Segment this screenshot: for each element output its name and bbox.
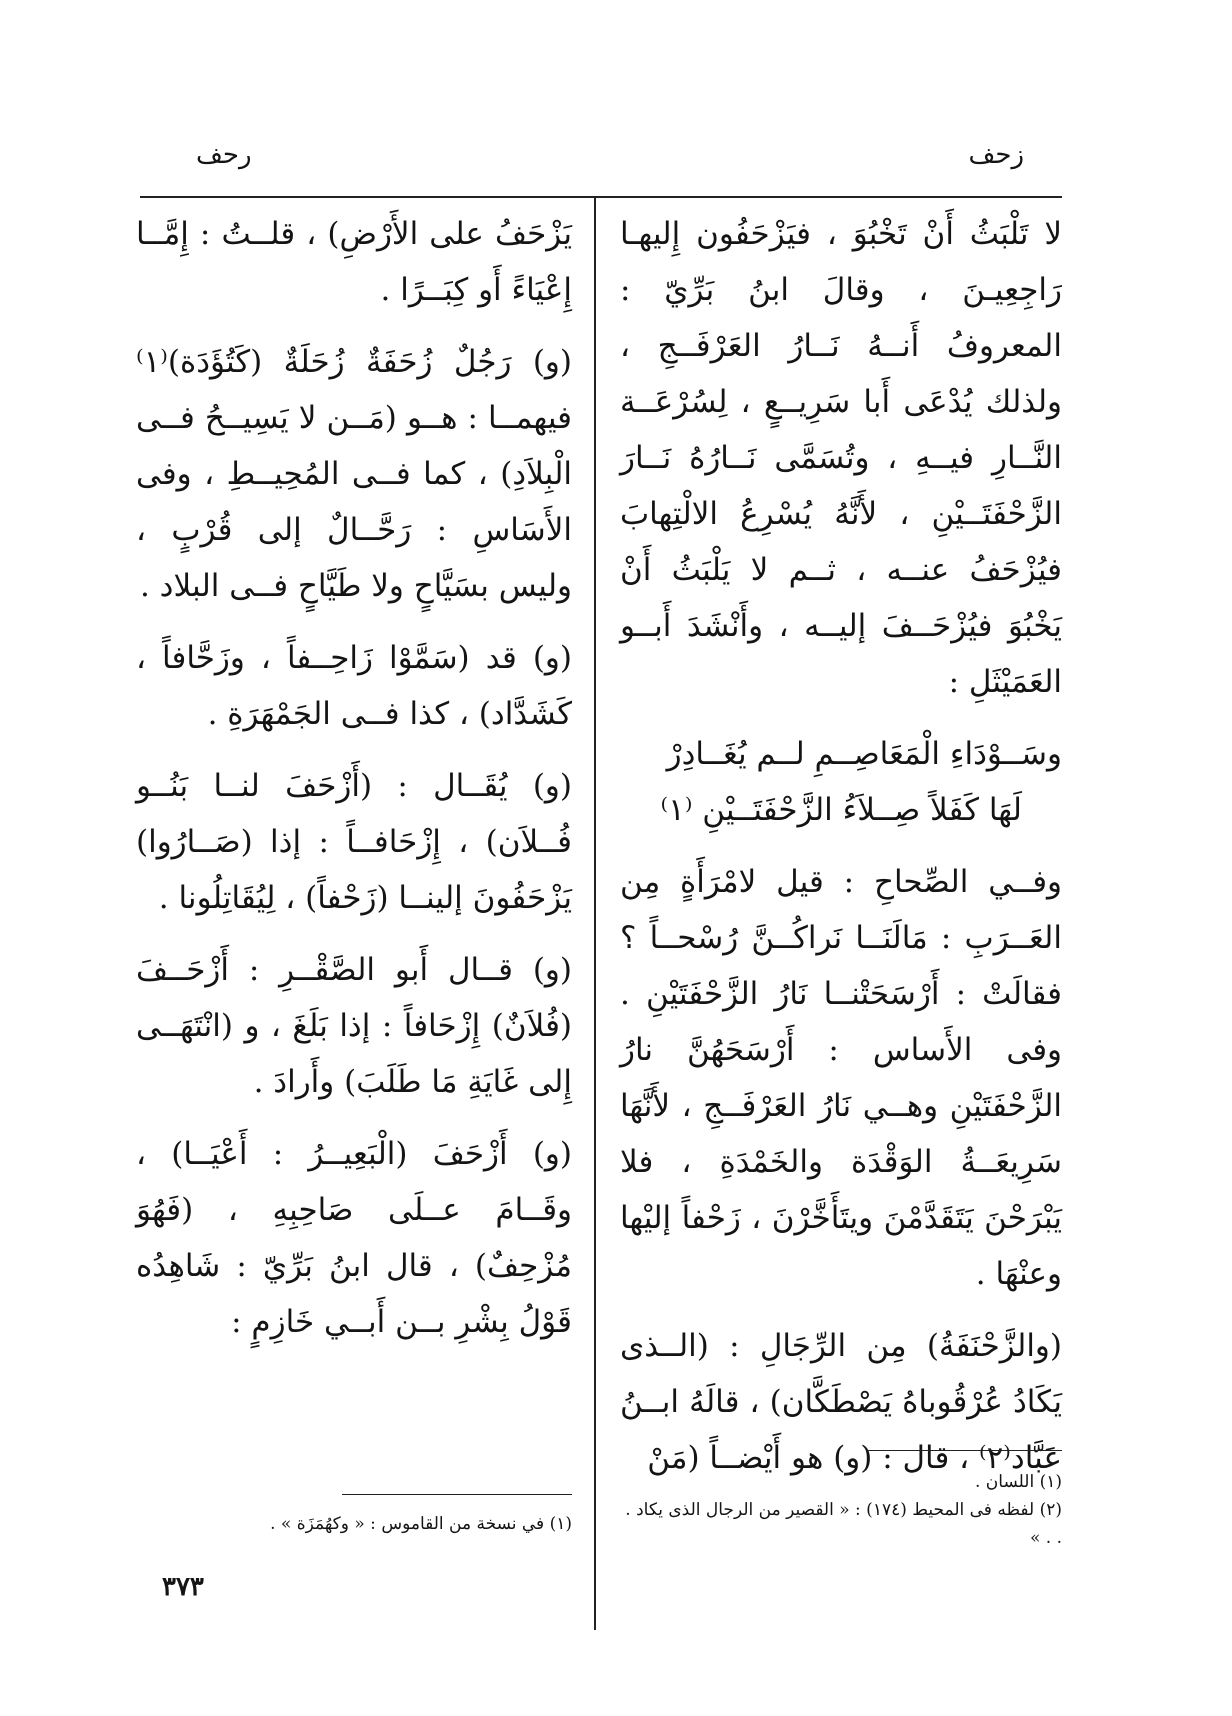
left-column — [136, 206, 572, 1366]
page-number: ٣٧٣ — [162, 1572, 204, 1602]
footnote-rule-left — [342, 1494, 572, 1495]
right-paragraph-2: وفــي الصِّحاحِ : قيل لامْرَأَةٍ مِن العَــرَبِ : مَالَنَــا نَراكُــنَّ رُسْحــاً ؟ فقالَتْ : أَرْسَحَتْنــا نَارُ الزَّحْفَتَيْنِ . وفى الأَساس : أَرْسَحَهُنَّ نارُ الزَّحْفَتَيْنِ وهــي نَارُ العَرْفَــجِ ، لأَنَّهَا سَرِيعَــةُ الوَقْدَة والخَمْدَةِ ، فلا يَبْرَحْنَ يَتَقَدَّمْنَ ويتَأَخَّرْنَ ، زَحْفاً إليْها وعنْهَا . — [620, 864, 1062, 1292]
right-paragraph-3: (والزَّحْنَفَةُ) مِن الرِّجَالِ : (الــذى يَكَادُ عُرْقُوباهُ يَصْطَكَّان) ، قالَهُ ابــنُ عَبَّاد⁽٢⁾ ، قال : (و) هو أَيْضــاً (مَنْ — [620, 1328, 1062, 1476]
header-rule — [140, 196, 1062, 198]
right-column — [620, 206, 1062, 1502]
left-paragraph-6: (و) أَزْحَفَ (الْبَعِيــرُ : أَعْيَــا) ، وقَــامَ عــلَى صَاحِبِهِ ، (فَهُوَ مُزْحِفٌ) ، قال ابنُ بَرِّيّ : شَاهِدُه قَوْلُ بِشْرِ بــن أَبــي خَازِمٍ : — [136, 1136, 572, 1340]
poetry-verse — [620, 726, 1062, 838]
verse-line-1: وسَــوْدَاءِ الْمَعَاصِــمِ لــم يُغَــادِرْ — [666, 736, 1062, 772]
footnotes-left — [136, 1510, 572, 1538]
column-divider — [594, 196, 596, 1630]
footnote-right-1: (١) اللسان . — [975, 1472, 1062, 1492]
left-paragraph-3: (و) قد (سَمَّوْا زَاحِــفاً ، وزَحَّافاً ، كَشَدَّاد) ، كذا فــى الجَمْهَرَةِ . — [136, 640, 572, 732]
verse-line-2: لَهَا كَفَلاً صِــلاَءُ الزَّحْفَتَــيْنِ ⁽١⁾ — [660, 792, 1022, 828]
footnotes-right — [624, 1468, 1062, 1552]
footnote-right-2: (٢) لفظه فى المحيط (١٧٤) : « القصير من الرجال الذى يكاد . . . » — [625, 1500, 1062, 1548]
right-paragraph-1: لا تَلْبَثُ أَنْ تَخْبُوَ ، فيَزْحَفُون إِليهـا رَاجِعِيـنَ ، وقالَ ابنُ بَرِّيّ : المعروفُ أَنــهُ نَــارُ العَرْفَــجِ ، ولذلك يُدْعَى أَبا سَرِيــعٍ ، لِسُرْعَــة النَّــارِ فيــهِ ، وتُسَمَّى نَــارُهُ نَــارَ الزَّحْفَتَــيْنِ ، لأَنَّهُ يُسْرِعُ الالْتِهابَ فيُزْحَفُ عنــه ، ثــم لا يَلْبَثُ أَنْ يَخْبُوَ فيُزْحَــفَ إليــه ، وأَنْشَدَ أَبــو العَمَيْثَلِ : — [620, 216, 1062, 700]
running-head-right: زحف — [968, 140, 1024, 170]
running-head-left: رحف — [196, 140, 252, 170]
left-paragraph-5: (و) قــال أَبو الصَّقْــرِ : أَزْحَــفَ (فُلاَنٌ) إِزْحَافاً : إذا بَلَغَ ، و (انْتَهَــى إِلى غَايَةِ مَا طَلَبَ) وأَرادَ . — [136, 952, 572, 1100]
left-paragraph-4: (و) يُقَــال : (أَزْحَفَ لنــا بَنُــو فُــلاَن) ، إِزْحَافــاً : إذا (صَــارُوا) يَزْحَفُونَ إلينــا (زَحْفاً) ، لِيُقَاتِلُونا . — [136, 768, 572, 916]
footnote-left-1: (١) في نسخة من القاموس : « وكهُمَزَة » . — [270, 1514, 572, 1534]
left-paragraph-2: (و) رَجُلٌ زُحَفَةٌ زُحَلَةٌ (كَتُؤَدَة)⁽١⁾ فيهمــا : هــو (مَــن لا يَسِيــحُ فــى الْبِلاَدِ) ، كما فــى المُحِيــطِ ، وفى الأَسَاسِ : رَحَّــالٌ إلى قُرْبٍ ، وليس بسَيَّاحٍ ولا طَيَّاحٍ فــى البلاد . — [136, 344, 572, 604]
left-paragraph-1: يَزْحَفُ على الأَرْضِ) ، قلــتُ : إِمَّــا إِعْيَاءً أَو كِبَــرًا . — [136, 216, 572, 308]
footnote-rule-right — [866, 1450, 1062, 1451]
